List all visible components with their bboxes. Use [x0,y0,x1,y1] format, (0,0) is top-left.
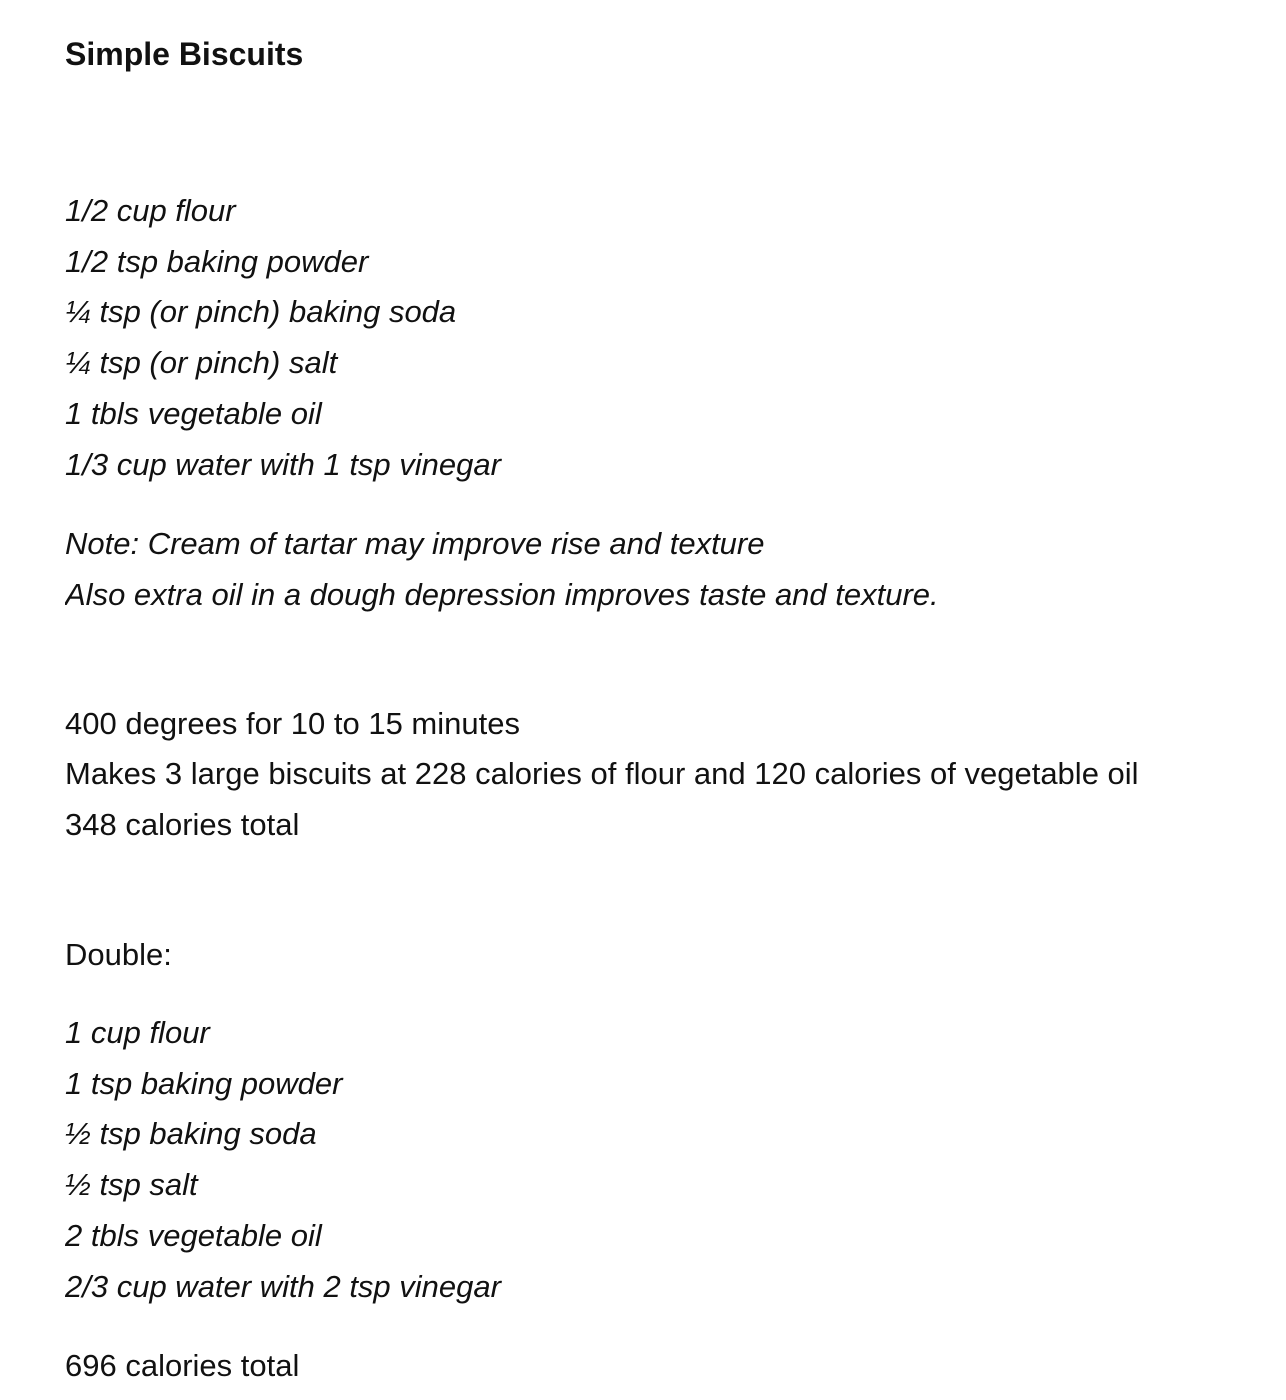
note-line: Note: Cream of tartar may improve rise and texture [65,526,765,561]
ingredient-line: ¼ tsp (or pinch) salt [65,345,338,380]
ingredient-line: 2/3 cup water with 2 tsp vinegar [65,1269,501,1304]
ingredient-line: 2 tbls vegetable oil [65,1218,322,1253]
document-page[interactable] [65,0,1286,1400]
ingredient-line: 1 tsp baking powder [65,1066,343,1101]
double-calorie-total: 696 calories total [65,1348,300,1383]
ingredient-line: ¼ tsp (or pinch) baking soda [65,294,457,329]
ingredient-line: ½ tsp salt [65,1167,198,1202]
calorie-total: 348 calories total [65,807,300,842]
ingredient-line: 1/2 cup flour [65,193,236,228]
baking-line: Makes 3 large biscuits at 228 calories of flour and 120 calories of vegetable oil [65,756,1139,791]
ingredient-line: 1/3 cup water with 1 tsp vinegar [65,447,501,482]
ingredient-line: 1 tbls vegetable oil [65,396,322,431]
double-heading: Double: [65,937,172,972]
note-line: Also extra oil in a dough depression improves taste and texture. [65,577,939,612]
ingredient-line: 1 cup flour [65,1015,210,1050]
document-title: Simple Biscuits [65,36,304,72]
ingredient-line: ½ tsp baking soda [65,1116,317,1151]
baking-line: 400 degrees for 10 to 15 minutes [65,706,520,741]
ingredient-line: 1/2 tsp baking powder [65,244,369,279]
